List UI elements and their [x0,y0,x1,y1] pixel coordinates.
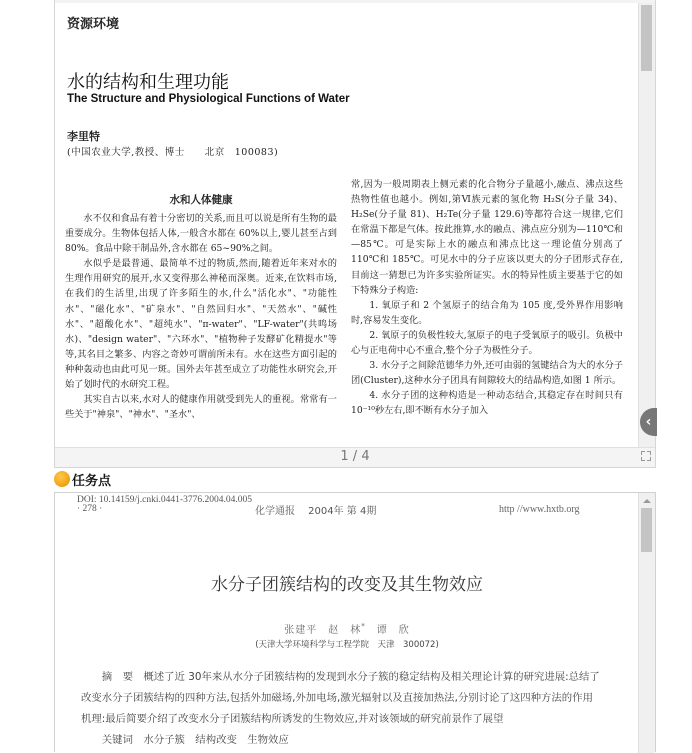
paragraph: 其实自古以来,水对人的健康作用就受到先人的重视。常常有一些关于"神泉"、"神水"、"圣水"、 [65,394,337,421]
authors-text: 张建平 赵 林 [284,625,362,636]
left-column [65,211,337,422]
paragraph: 水似乎是最普通、最简单不过的物质,然而,随着近年来对水的生理作用研究的展开,水又变得那么神秘而深奥。近来,在饮料市场,在我们的生活里,出现了许多陌生的水,什么"活化水"、"功能性水"、"磁化水"、"矿泉水"、"自然回归水"、"天然水"、"碱性水"、"超酸化水"、"超纯水"、"π-water"、"LF-water"(共鸣场水)、"design water"、"六环水"、"植物种子发酵矿化精提水"等等,其名目之繁多、内容之奇妙可谓前所未有。水在这些方面引起的种种轰动也由此可见一斑。国外去年甚至成立了功能性水研究会,开始了划时代的水研究工程。 [65,258,337,391]
doi-text: DOI: 10.14159/j.cnki.0441-3776.2004.04.005 [77,495,252,505]
keywords: 关键词 水分子簇 结构改变 生物效应 [101,734,289,746]
viewer-footer [55,447,655,467]
paragraph: 4. 水分子团的这种构造是一种动态结合,其稳定存在时间只有 10⁻¹⁰秒左右,即不断有水分子加入 [351,390,623,417]
journal-header: 化学通报 2004年 第 4期 [255,506,377,517]
page-indicator: 1 / 4 [340,449,370,464]
paragraph: 1. 氧原子和 2 个氢原子的结合角为 105 度,受外界作用影响时,容易发生变化。 [351,299,623,326]
chevron-left-icon: ‹ [645,414,652,430]
corresponding-mark: * [361,622,366,631]
paragraph: 水不仅和食品有着十分密切的关系,而且可以说是所有生物的最重要成分。生物体包括人体,一般含水都在 60%以上,婴儿甚至占到 80%。食品中除干制品外,含水都在 65~90%之间。 [65,213,337,255]
paragraph: 常,因为一般周期表上侧元素的化合物分子量越小,融点、沸点这些热物性值也越小。例如,第Ⅵ族元素的氢化物 H₂S(分子量 34)、H₂Se(分子量 81)、H₂Te(分子量 129.6)等都符合这一规律,它们在常温下都是气体。按此推算,水的融点、沸点应分别为—110℃和—85℃。可是实际上水的融点和沸点比这一理论值分别高了 110℃和 185℃。可见水中的分子应该以更大的分子团形式存在,目前这一猜想已为许多实验所证实。水的特异性质主要基于它的如下特殊分子构造: [351,179,623,296]
section-heading: 水和人体健康 [169,194,233,206]
document-viewer-1 [54,0,656,468]
article-title-cn: 水的结构和生理功能 [67,72,229,93]
vertical-scrollbar[interactable] [638,493,655,753]
scrollbar-thumb[interactable] [641,508,652,552]
article-title: 水分子团簇结构的改变及其生物效应 [211,575,483,595]
author-name: 李里特 [67,130,100,143]
paragraph: 2. 氧原子的负极性较大,氢原子的电子受氧原子的吸引。负极中心与正电荷中心不重合,整个分子为极性分子。 [351,329,623,357]
task-point-label: 任务点 [72,474,112,489]
fullscreen-icon[interactable] [641,451,651,461]
abstract [81,667,601,751]
page-number: · 278 · [77,504,103,514]
article-title-en: The Structure and Physiological Functions of Water [67,93,350,105]
author-affiliation: (中国农业大学,教授、博士 北京 100083) [67,147,279,158]
article-authors [55,621,639,636]
vertical-scrollbar[interactable] [638,3,655,449]
document-viewer-2 [54,492,656,752]
section-label: 资源环境 [67,17,120,32]
document-page [55,493,639,753]
authors-text: 谭 欣 [365,625,410,636]
journal-url: http //www.hxtb.org [499,504,580,515]
paragraph: 3. 水分子之间除范德华力外,还可由弱的氢键结合为大的水分子团(Cluster),这种水分子团具有间隙较大的结晶构造,如图 1 所示。 [351,360,623,387]
article-affiliation: (天津大学环境科学与工程学院 天津 300072) [255,640,439,650]
abstract-text: 摘 要 概述了近 30年来从水分子团簇结构的发现到水分子簇的稳定结构及相关理论计算的研究进展:总结了改变水分子团簇结构的四种方法,包括外加磁场,外加电场,激光辐射以及直接加热法,分别讨论了这四种方法的作用机理:最后简要介绍了改变水分子团簇结构所诱发的生物效应,并对该领域的研究前景作了展望 [81,671,600,725]
task-point-icon [54,471,70,487]
scrollbar-thumb[interactable] [641,5,652,71]
scroll-up-icon[interactable] [643,499,651,503]
document-page [55,3,639,449]
right-column [351,177,623,419]
